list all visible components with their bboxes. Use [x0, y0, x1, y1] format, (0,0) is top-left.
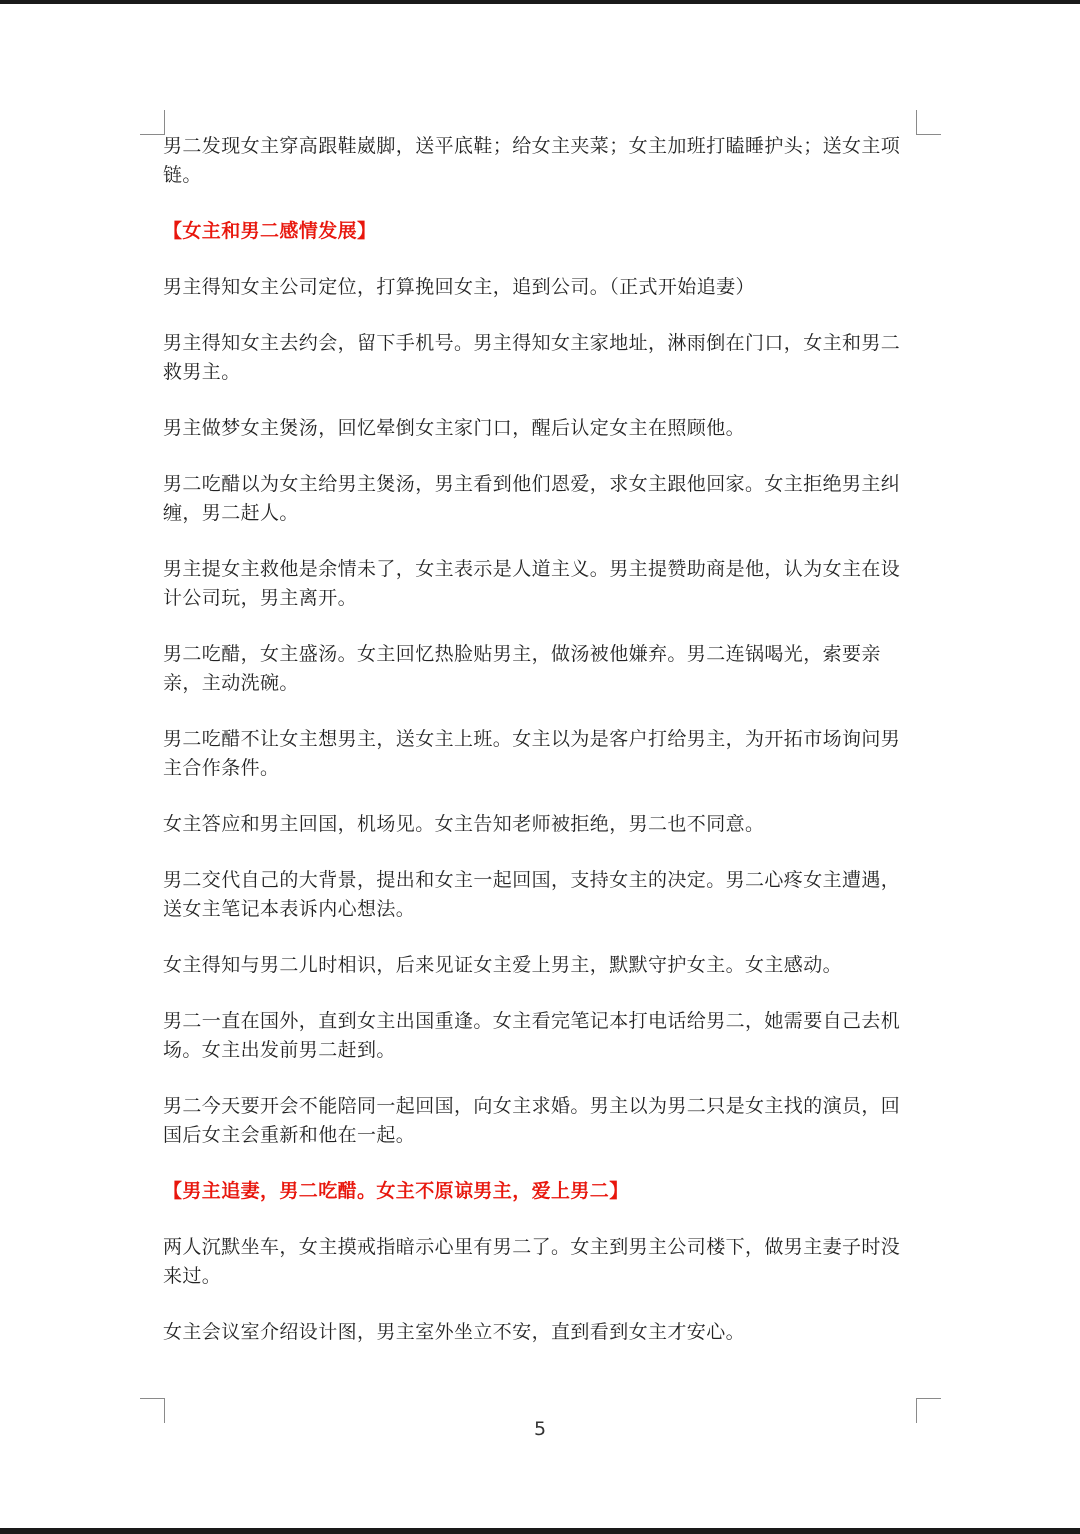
- paragraph: 两人沉默坐车，女主摸戒指暗示心里有男二了。女主到男主公司楼下，做男主妻子时没来过。: [163, 1236, 901, 1287]
- document-body: [163, 132, 919, 1374]
- bottom-border: [0, 1528, 1080, 1534]
- section-heading: 【男主追妻，男二吃醋。女主不原谅男主，爱上男二】: [163, 1180, 629, 1202]
- paragraph: 女主会议室介绍设计图，男主室外坐立不安，直到看到女主才安心。: [163, 1321, 746, 1343]
- paragraph: 女主得知与男二儿时相识，后来见证女主爱上男主，默默守护女主。女主感动。: [163, 954, 843, 976]
- section-heading: 【女主和男二感情发展】: [163, 220, 377, 242]
- paragraph: 男主提女主救他是余情未了，女主表示是人道主义。男主提赞助商是他，认为女主在设计公司玩，男主离开。: [163, 558, 901, 609]
- crop-mark-top-left: [140, 110, 165, 135]
- paragraph: 男二吃醋不让女主想男主，送女主上班。女主以为是客户打给男主，为开拓市场询问男主合作条件。: [163, 728, 901, 779]
- paragraph: 男二今天要开会不能陪同一起回国，向女主求婚。男主以为男二只是女主找的演员，回国后女主会重新和他在一起。: [163, 1095, 901, 1146]
- paragraph: 男二一直在国外，直到女主出国重逢。女主看完笔记本打电话给男二，她需要自己去机场。女主出发前男二赶到。: [163, 1010, 901, 1061]
- top-border: [0, 0, 1080, 4]
- paragraph: 男二发现女主穿高跟鞋崴脚，送平底鞋；给女主夹菜；女主加班打瞌睡护头；送女主项链。: [163, 135, 901, 186]
- paragraph: 男二吃醋，女主盛汤。女主回忆热脸贴男主，做汤被他嫌弃。男二连锅喝光，索要亲亲，主动洗碗。: [163, 643, 881, 694]
- paragraph: 女主答应和男主回国，机场见。女主告知老师被拒绝，男二也不同意。: [163, 813, 765, 835]
- page-number: 5: [533, 1418, 547, 1440]
- paragraph: 男主做梦女主煲汤，回忆晕倒女主家门口，醒后认定女主在照顾他。: [163, 417, 746, 439]
- paragraph: 男二交代自己的大背景，提出和女主一起回国，支持女主的决定。男二心疼女主遭遇，送女主笔记本表诉内心想法。: [163, 869, 901, 920]
- crop-mark-top-right: [916, 110, 941, 135]
- paragraph: 男主得知女主去约会，留下手机号。男主得知女主家地址，淋雨倒在门口，女主和男二救男主。: [163, 332, 901, 383]
- paragraph: 男主得知女主公司定位，打算挽回女主，追到公司。（正式开始追妻）: [163, 276, 755, 298]
- paragraph: 男二吃醋以为女主给男主煲汤，男主看到他们恩爱，求女主跟他回家。女主拒绝男主纠缠，男二赶人。: [163, 473, 901, 524]
